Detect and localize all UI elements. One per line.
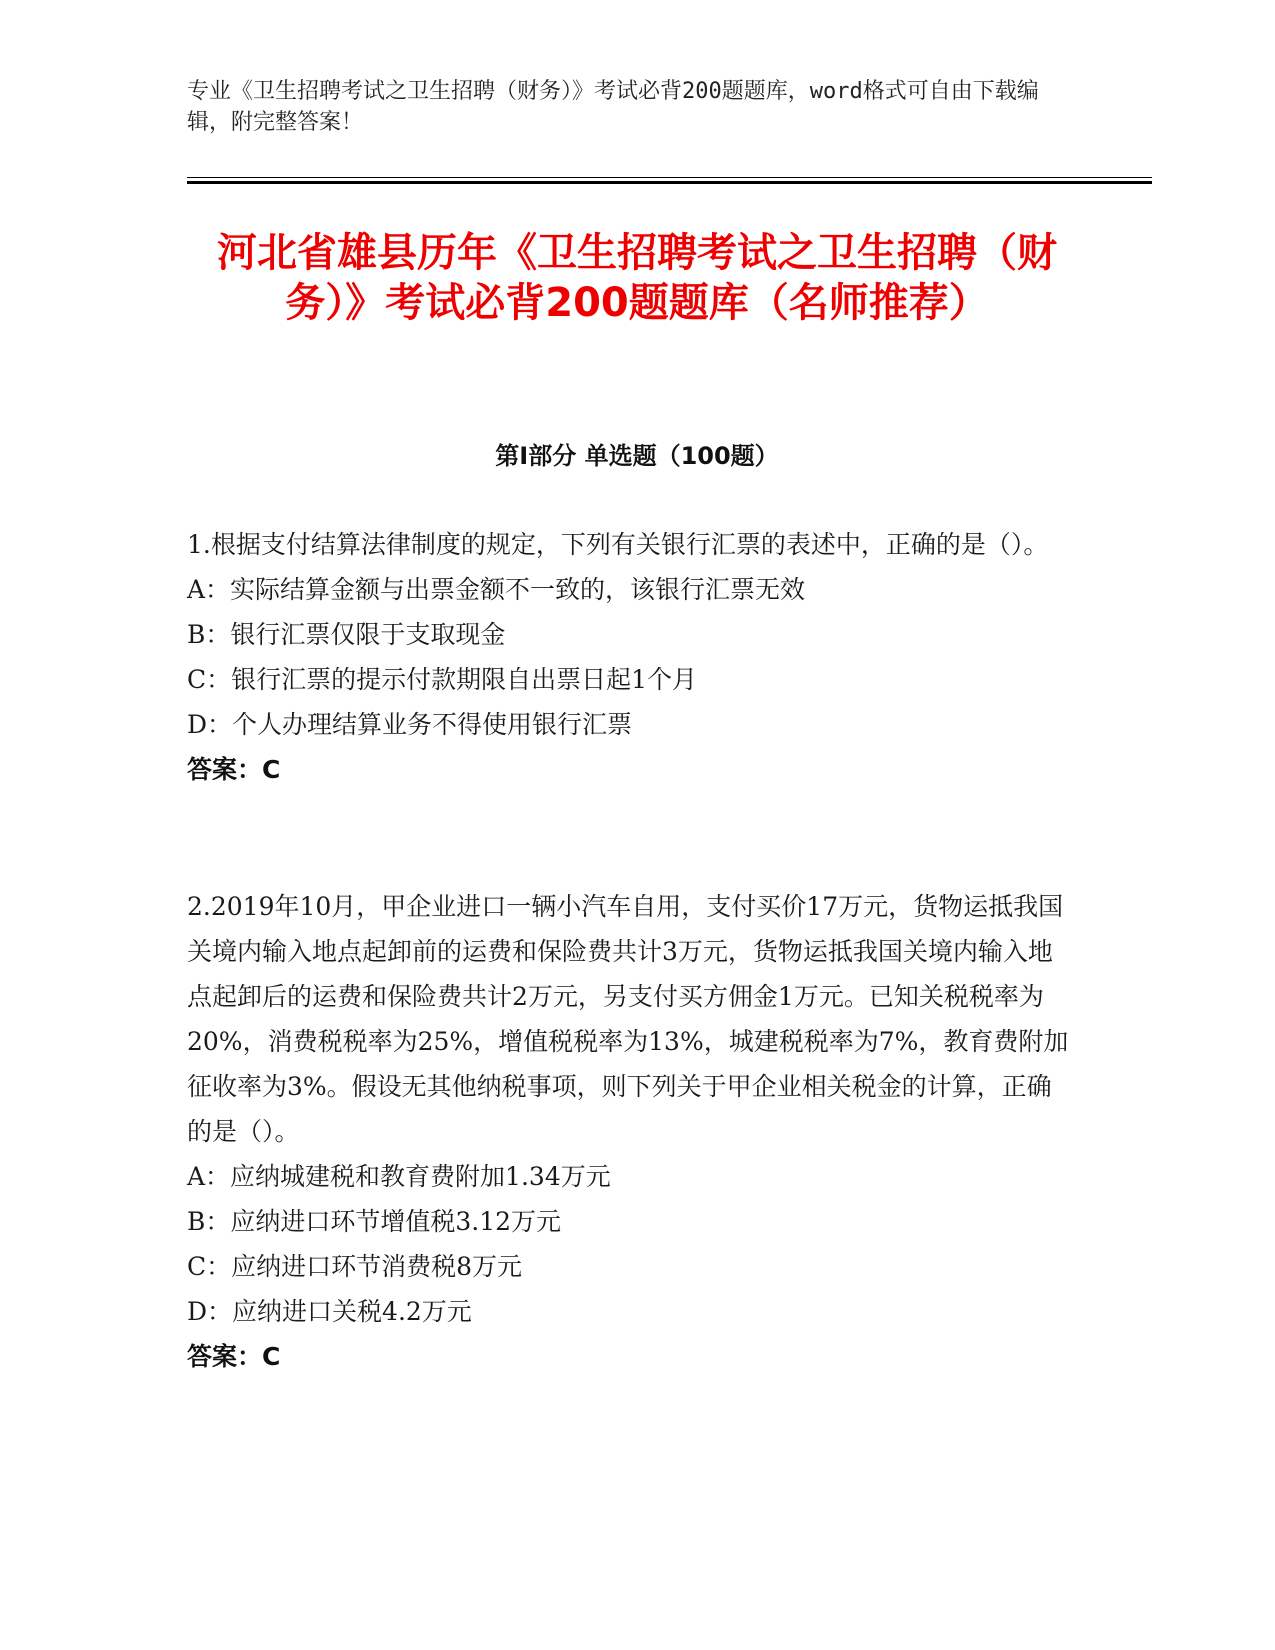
option-c: C：银行汇票的提示付款期限自出票日起1个月 [187,665,698,694]
document-title: 河北省雄县历年《卫生招聘考试之卫生招聘（财务）》考试必背200题题库（名师推荐） [217,230,1057,326]
header-divider-thin [187,177,1152,178]
option-c: C：应纳进口环节消费税8万元 [187,1252,523,1281]
option-d: D：应纳进口关税4.2万元 [187,1297,472,1326]
option-a: A：应纳城建税和教育费附加1.34万元 [187,1162,611,1191]
header-divider-thick [187,181,1152,184]
answer-label: 答案：C [187,1342,281,1371]
question-stem: 2.2019年10月，甲企业进口一辆小汽车自用，支付买价17万元，货物运抵我国关境内输入地点起卸前的运费和保险费共计3万元，货物运抵我国关境内输入地点起卸后的运费和保险费共计2万元，另支付买方佣金1万元。已知关税税率为20%，消费税税率为25%，增值税税率为13%，城建税税率为7%，教育费附加征收率为3%。假设无其他纳税事项，则下列关于甲企业相关税金的计算，正确的是（）。 [187,892,1069,1146]
question-stem: 1.根据支付结算法律制度的规定，下列有关银行汇票的表述中，正确的是（）。 [187,530,1049,559]
question-item [187,522,1072,792]
option-b: B：银行汇票仅限于支取现金 [187,620,506,649]
answer-label: 答案：C [187,755,281,784]
option-b: B：应纳进口环节增值税3.12万元 [187,1207,562,1236]
option-d: D：个人办理结算业务不得使用银行汇票 [187,710,633,739]
question-item [187,884,1072,1379]
section-title: 第Ⅰ部分 单选题（100题） [495,442,779,470]
header-note: 专业《卫生招聘考试之卫生招聘（财务）》考试必背200题题库，word格式可自由下载编辑，附完整答案！ [187,79,1039,135]
option-a: A：实际结算金额与出票金额不一致的，该银行汇票无效 [187,575,806,604]
